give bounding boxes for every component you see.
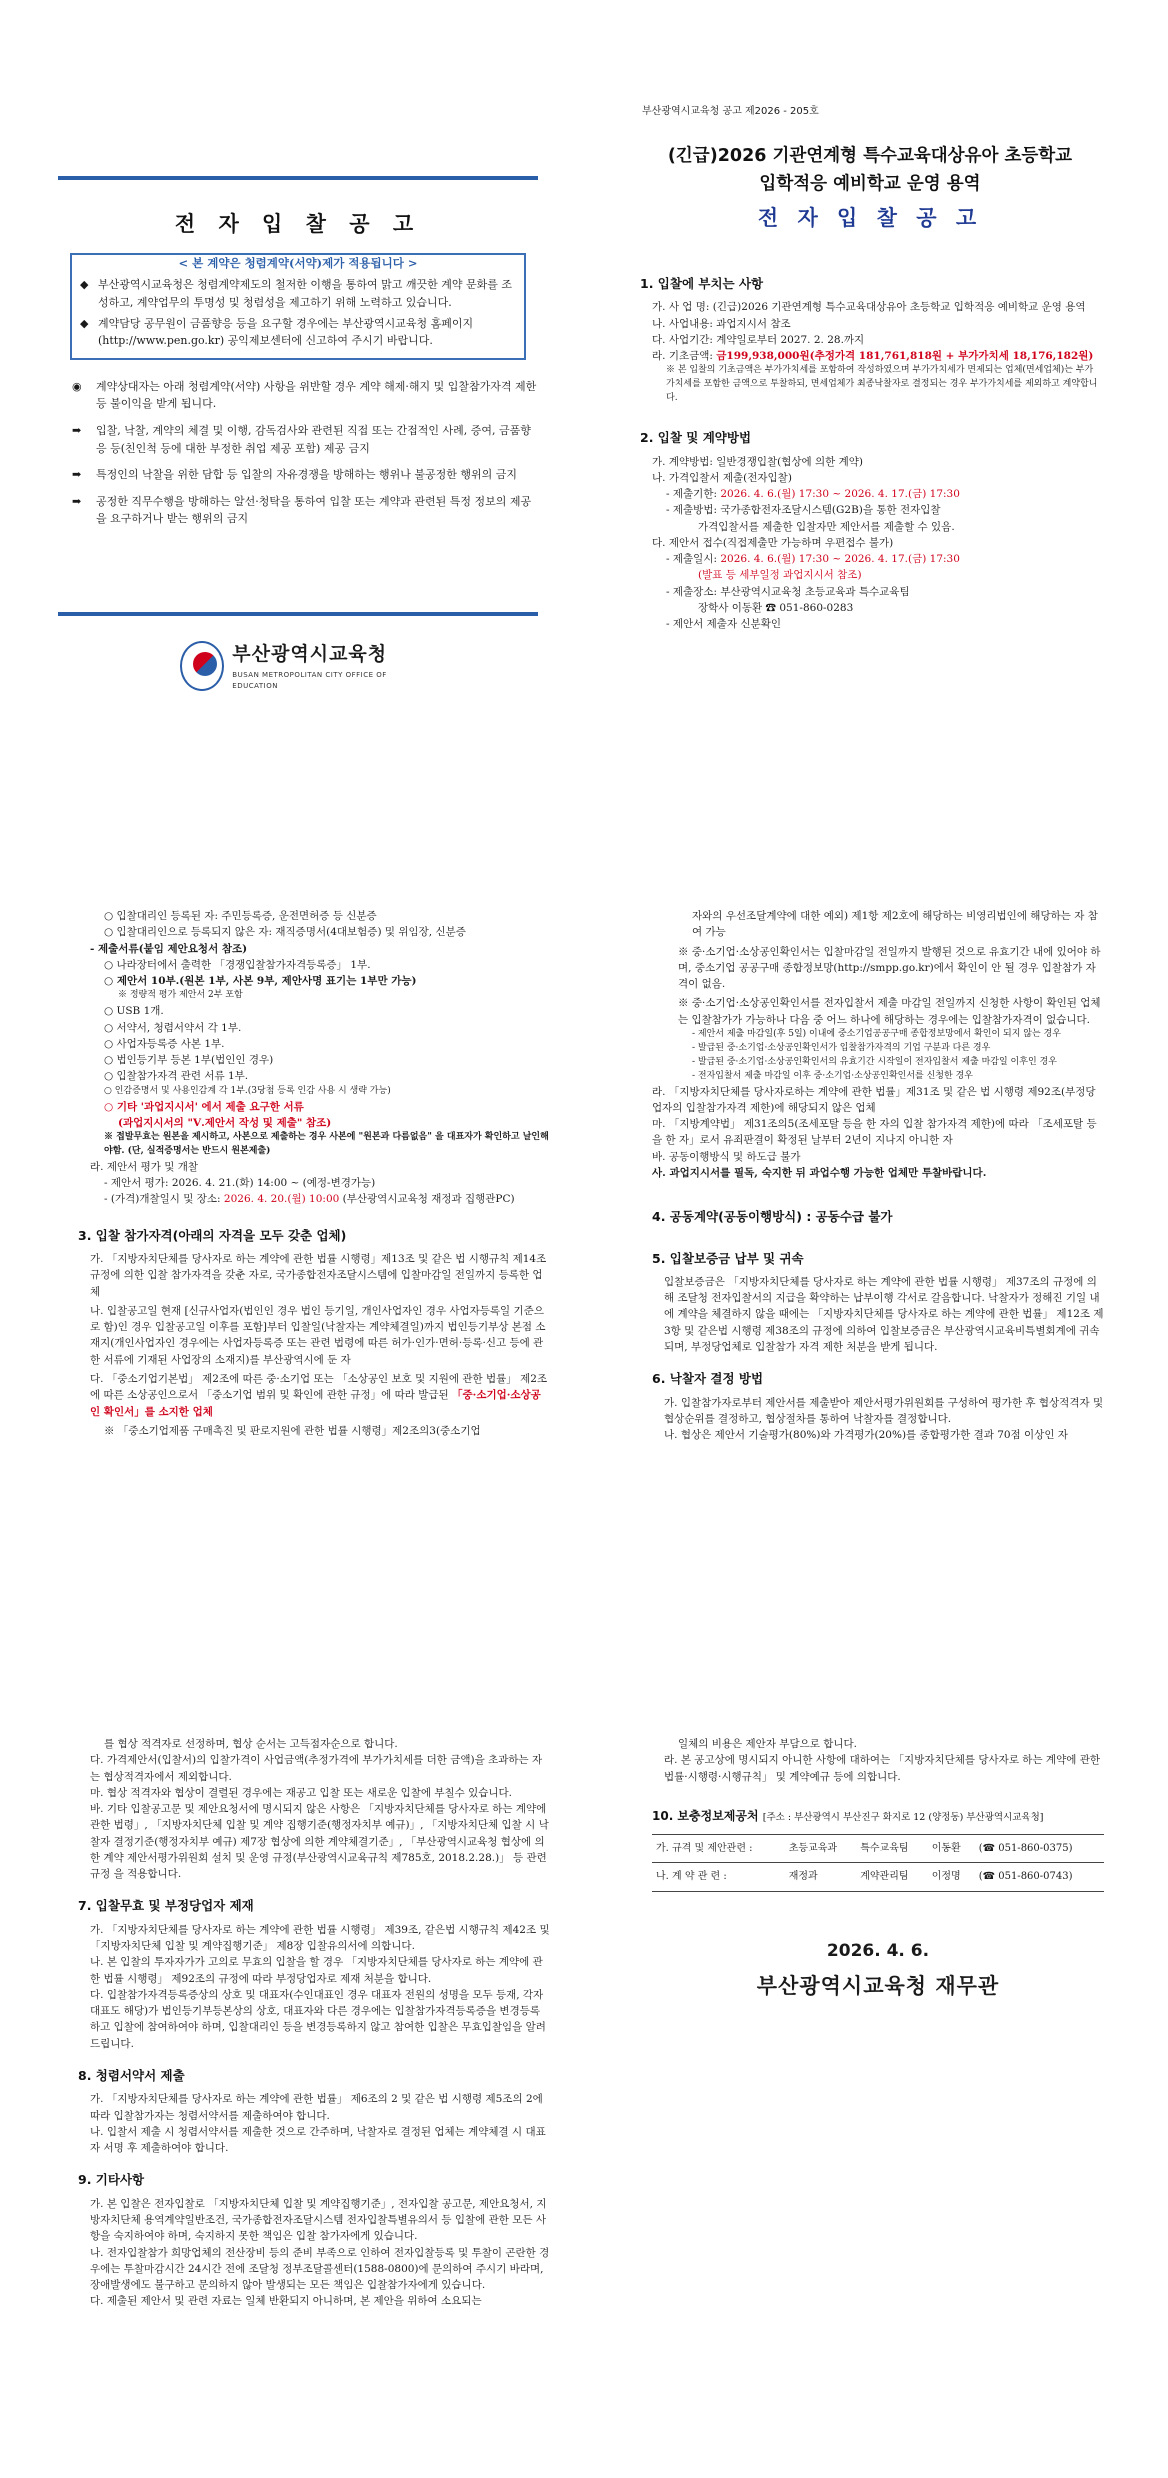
pledge-item: ➡ 특정인의 낙찰을 위한 담합 등 입찰의 자유경쟁을 방해하는 행위나 불공정한 행위의 금지	[58, 466, 538, 484]
section-title: 2. 입찰 및 계약방법	[640, 430, 752, 446]
pledge-item: ➡ 공정한 직무수행을 방해하는 알선·청탁을 통하여 입찰 또는 계약과 관련된 특정 정보의 제공을 요구하거나 받는 행위의 금지	[58, 493, 538, 528]
integrity-box-title: < 본 계약은 청렴계약(서약)제가 적용됩니다 >	[80, 255, 516, 273]
section-title: 7. 입찰무효 및 부정당업자 제재	[78, 1898, 254, 1914]
announcement-date: 2026. 4. 6.	[826, 1940, 930, 1961]
section-title: 1. 입찰에 부치는 사항	[640, 276, 764, 291]
pledge-item: ➡ 입찰, 낙찰, 계약의 체결 및 이행, 감독검사와 관련된 직접 또는 간접적인 사례, 증여, 금품향응 등(친인척 등에 대한 부정한 취업 제공 포함) 제공 금지	[58, 422, 538, 457]
bottom-right-column: 일체의 비용은 제안자 부담으로 합니다. 라. 본 공고상에 명시되지 아니한 사항에 대하여는 「지방자치단체를 당사자로 하는 계약에 관한 법률·시행령·시행규칙」 및 계약예규 등에 의합니다. 10. 보충정보제공처 [주소 : 부산광역시 부산진구 화지로 12 (양정동) 부산광역시교육청] 가. 규격 및 제안관련 : 초등교육과 특수교육팀 이동환 (☎ 051-860-0375) 나. 계 약 관 련 : 재정과 계약관리팀 이정명 (☎ 051-860-0743) 2026. 4. 6. 부산광역시교육청 재무관	[652, 1736, 1104, 2002]
section-title: 8. 청렴서약서 제출	[78, 2067, 185, 2083]
section-title: 10. 보충정보제공처 [주소 : 부산광역시 부산진구 화지로 12 (양정동) 부산광역시교육청]	[652, 1808, 1044, 1823]
sections-1-2: 1. 입찰에 부치는 사항 가. 사 업 명: (긴급)2026 기관연계형 특수교육대상유아 초등학교 입학적응 예비학교 운영 용역 나. 사업내용: 과업지시서 참조 다. 사업기간: 계약일로부터 2027. 2. 28.까지 라. 기초금액: 금199,938,000원(추정가격 181,761,818원 + 부가가치세 18,176,182원) ※ 본 입찰의 기초금액은 부가가치세를 포함하여 작성하였으며 부가가치세가 면제되는 업체(면세업체)는 부가가치세를 포함한 금액으로 투찰하되, 면세업체가 최종낙찰자로 결정되는 경우 부가가치세를 제외하고 계약합니다. 2. 입찰 및 계약방법 가. 계약방법: 일반경쟁입찰(협상에 의한 계약) 나. 가격입찰서 제출(전자입찰) - 제출기한: 2026. 4. 6.(월) 17:30 ~ 2026. 4. 17.(금) 17:30 - 제출방법: 국가종합전자조달시스템(G2B)을 통한 전자입찰 가격입찰서를 제출한 입찰자만 제안서를 제출할 수 있음. 다. 제안서 접수(직접제출만 가능하며 우편접수 불가) - 제출일시: 2026. 4. 6.(월) 17:30 ~ 2026. 4. 17.(금) 17:30 (발표 등 세부일정 과업지시서 참조) - 제출장소: 부산광역시교육청 초등교육과 특수교육팀 장학사 이동환 ☎ 051-860-0283 - 제안서 제출자 신분확인	[640, 262, 1100, 633]
logo-english-name: BUSAN METROPOLITAN CITY OFFICE OF EDUCATION	[232, 670, 387, 690]
arrow-right-icon: ➡	[72, 494, 82, 508]
integrity-contract-box	[70, 253, 526, 360]
announcement-title: (긴급)2026 기관연계형 특수교육대상유아 초등학교 입학적응 예비학교 운영 용역 전 자 입 찰 공 고	[640, 142, 1100, 236]
emblem-icon	[180, 641, 224, 691]
diamond-bullet-icon: ◆	[80, 278, 89, 292]
logo-korean-name: 부산광역시교육청	[232, 643, 388, 666]
section-title: 4. 공동계약(공동이행방식) : 공동수급 불가	[652, 1209, 893, 1225]
notice-title: 전 자 입 찰 공 고	[174, 212, 422, 236]
section-title: 5. 입찰보증금 납부 및 귀속	[652, 1250, 804, 1266]
arrow-right-icon: ➡	[72, 423, 82, 437]
section-title: 9. 기타사항	[78, 2172, 145, 2188]
table-row: 나. 계 약 관 련 : 재정과 계약관리팀 이정명 (☎ 051-860-0743)	[652, 1863, 1104, 1892]
issuing-authority: 부산광역시교육청 재무관	[756, 1973, 1000, 1998]
card-bottom-divider	[58, 612, 538, 616]
diamond-item: ◆ 계약담당 공무원이 금품향응 등을 요구할 경우에는 부산광역시교육청 홈페이지(http://www.pen.go.kr) 공익제보센터에 신고하여 주시기 바랍니다.	[80, 315, 516, 350]
diamond-item: ◆ 부산광역시교육청은 청렴계약제도의 철저한 이행을 통하여 맑고 깨끗한 계약 문화를 조성하고, 계약업무의 투명성 및 청렴성을 제고하기 위해 노력하고 있습니다.	[80, 276, 516, 311]
announcement-subtitle: 전 자 입 찰 공 고	[757, 206, 983, 230]
contact-table	[652, 1834, 1104, 1892]
arrow-right-icon: ➡	[72, 468, 82, 482]
diamond-bullet-icon: ◆	[80, 316, 89, 330]
table-row: 가. 규격 및 제안관련 : 초등교육과 특수교육팀 이동환 (☎ 051-860-0375)	[652, 1834, 1104, 1863]
notice-card	[58, 176, 538, 616]
pledge-intro: ◉ 계약상대자는 아래 청렴계약(서약) 사항을 위반할 경우 계약 해제·해지 및 입찰참가자격 제한 등 불이익을 받게 됩니다.	[58, 378, 538, 413]
section-title: 6. 낙찰자 결정 방법	[652, 1371, 764, 1387]
middle-left-column: ○ 입찰대리인 등록된 자: 주민등록증, 운전면허증 등 신분증 ○ 입찰대리인으로 등록되지 않은 자: 재직증명서(4대보험증) 및 위임장, 신분증 - 제출서류(붙임 제안요청서 참조) ○ 나라장터에서 출력한 「경쟁입찰참가자격등록증」 1부. ○ 제안서 10부.(원본 1부, 사본 9부, 제안사명 표기는 1부만 가능) ※ 정량적 평가 제안서 2부 포함 ○ USB 1개. ○ 서약서, 청렴서약서 각 1부. ○ 사업자등록증 사본 1부. ○ 법인등기부 등본 1부(법인인 경우) ○ 입찰참가자격 관련 서류 1부. ○ 인감증명서 및 사용인감계 각 1부.(3당첨 등록 인감 사용 시 생략 가능) ○ 기타 '과업지시서' 에서 제출 요구한 서류 (과업지시서의 "Ⅴ.제안서 작성 및 제출" 참조) ※ 접발무효는 원본을 제시하고, 사본으로 제출하는 경우 사본에 "원본과 다름없음" 을 대표자가 확인하고 날인해야함. (단, 실적증명서는 반드시 원본제출) 라. 제안서 평가 및 개찰 - 제안서 평가: 2026. 4. 21.(화) 14:00 ~ (예정-변경가능) - (가격)개찰일시 및 장소: 2026. 4. 20.(월) 10:00 (부산광역시교육청 재정과 집행관PC) 3. 입찰 참가자격(아래의 자격을 모두 갖춘 업체) 가. 「지방자치단체를 당사자로 하는 계약에 관한 법률 시행령」제13조 및 같은 법 시행규칙 제14조 규정에 의한 입찰 참가자격을 갖춘 자로, 국가종합전자조달시스템에 입찰마감일 전일까지 등록한 업체 나. 입찰공고일 현재 [신규사업자(법인인 경우 법인 등기일, 개인사업자인 경우 사업자등록일 기준으로 함)인 경우 입찰공고일 이후를 포함]부터 입찰일(낙찰자는 계약체결일)까지 법인등기부상 본점 소재지(개인사업자인 경우에는 사업자등록증 또는 관련 법령에 따른 허가·인가·면허·등록·신고 등에 관한 서류에 기재된 사업장의 소재지)를 부산광역시에 둔 자 다. 「중소기업기본법」 제2조에 따른 중·소기업 또는 「소상공인 보호 및 지원에 관한 법률」 제2조에 따른 소상공인으로서 「중소기업 범위 및 확인에 관한 규정」에 따라 발급된 「중·소기업·소상공인 확인서」를 소지한 업체 ※ 「중소기업제품 구매촉진 및 판로지원에 관한 법률 시행령」제2조의3(중소기업	[78, 910, 549, 1437]
section-title: 3. 입찰 참가자격(아래의 자격을 모두 갖춘 업체)	[78, 1227, 347, 1243]
middle-right-column: 자와의 우선조달계약에 대한 예외) 제1항 제2호에 해당하는 비영리법인에 해당하는 자 참여 가능 ※ 중·소기업·소상공인확인서는 입찰마감일 전일까지 발행된 것으로 유효기간 내에 있어야 하며, 중소기업 공공구매 종합정보망(http://smpp.go.kr)에서 확인이 안 될 경우 입찰참가 자격이 없음. ※ 중·소기업·소상공인확인서를 전자입찰서 제출 마감일 전일까지 신청한 사항이 확인된 업체는 입찰참가가 가능하나 다음 중 어느 하나에 해당하는 경우에는 입찰참가자격이 없습니다. - 제안서 제출 마감일(후 5일) 이내에 중소기업공공구매 종합정보망에서 확인이 되지 않는 경우 - 발급된 중·소기업·소상공인확인서가 입찰참가자격의 기업 구분과 다른 경우 - 발급된 중·소기업·소상공인확인서의 유효기간 시작일이 전자입찰서 제출 마감일 이후인 경우 - 전자입찰서 제출 마감일 이후 중·소기업·소상공인확인서를 신청한 경우 라. 「지방자치단체를 당사자로하는 계약에 관한 법률」제31조 및 같은 법 시행령 제92조(부정당업자의 입찰참가자격 제한)에 해당되지 않은 업체 마. 「지방계약법」 제31조의5(조세포탈 등을 한 자의 입찰 참가자격 제한)에 따라 「조세포탈 등을 한 자」로서 유죄판결이 확정된 날부터 2년이 지나지 아니한 자 바. 공동이행방식 및 하도급 불가 사. 과업지시서를 필독, 숙지한 뒤 과업수행 가능한 업체만 투찰바랍니다. 4. 공동계약(공동이행방식) : 공동수급 불가 5. 입찰보증금 납부 및 귀속 입찰보증금은 「지방자치단체를 당사자로 하는 계약에 관한 법률 시행령」 제37조의 규정에 의해 조달청 전자입찰서의 지급을 확약하는 납부이행 각서로 갈음합니다. 낙찰자가 정해진 기일 내에 계약을 체결하지 않을 때에는 「지방자치단체를 당사자로 하는 계약에 관한 법률」 제12조 제3항 및 같은법 시행령 제38조의 규정에 의하여 입찰보증금은 부산광역시교육비특별회계에 귀속되며, 부정당업체로 입찰참가 자격 제한 처분을 받게 됩니다. 6. 낙찰자 결정 방법 가. 입찰참가자로부터 제안서를 제출받아 제안서평가위원회를 구성하여 평가한 후 협상적격자 및 협상순위를 결정하고, 협상절차를 통하여 낙찰자를 결정합니다. 나. 협상은 제안서 기술평가(80%)와 가격평가(20%)를 종합평가한 결과 70점 이상인 자	[652, 910, 1104, 1442]
bottom-left-column: 를 협상 적격자로 선정하며, 협상 순서는 고득점자순으로 합니다. 다. 가격제안서(입찰서)의 입찰가격이 사업금액(추정가격에 부가가치세를 더한 금액)을 초과하는 자는 협상적격자에서 제외합니다. 마. 협상 적격자와 협상이 결렬된 경우에는 재공고 입찰 또는 새로운 입찰에 부칠수 있습니다. 바. 기타 입찰공고문 및 제안요청서에 명시되지 않은 사항은 「지방자치단체를 당사자로 하는 계약에 관한 법령」, 「지방자치단체 입찰 및 계약 집행기준(행정자치부 예규)」, 「지방자치단체 입찰 시 낙찰자 결정기준(행정자치부 예규) 제7장 협상에 의한 계약체결기준」, 「부산광역시교육청 협상에 의한 계약 제안서평가위원회 설치 및 운영 규정(부산광역시교육규칙 제785호, 2018.2.28.)」 등 관련규정 을 적용합니다. 7. 입찰무효 및 부정당업자 제재 가. 「지방자치단체를 당사자로 하는 계약에 관한 법률 시행령」 제39조, 같은법 시행규칙 제42조 및 「지방자치단체 입찰 및 계약집행기준」 제8장 입찰유의서에 의합니다. 나. 본 입찰의 투자자가가 고의로 무효의 입찰을 할 경우 「지방자치단체를 당사자로 하는 계약에 관한 법률 시행령」 제92조의 규정에 따라 부정당업자로 제재 처분을 합니다. 다. 입찰참가자격등록증상의 상호 및 대표자(수인대표인 경우 대표자 전원의 성명을 모두 등재, 각자 대표도 해당)가 법인등기부등본상의 상호, 대표자와 다른 경우에는 입찰참가자격등록증을 변경등록하고 입찰에 참여하여야 하며, 입찰대리인 등을 변경등록하지 않고 참여한 입찰은 무효입찰임을 알려드립니다. 8. 청렴서약서 제출 가. 「지방자치단체를 당사자로 하는 계약에 관한 법률」 제6조의 2 및 같은 법 시행령 제5조의 2에 따라 입찰참가자는 청렴서약서를 제출하여야 합니다. 나. 입찰서 제출 시 청렴서약서를 제출한 것으로 간주하며, 낙찰자로 결정된 업체는 계약체결 시 대표자 서명 후 제출하여야 합니다. 9. 기타사항 가. 본 입찰은 전자입찰로 「지방자치단체 입찰 및 계약집행기준」, 전자입찰 공고문, 제안요청서, 지방자치단체 용역계약일반조건, 국가종합전자조달시스템 전자입찰특별유의서 등 입찰에 관한 모든 사항을 숙지하여야 하며, 숙지하지 못한 책임은 입찰 참가자에게 있습니다. 나. 전자입찰참가 희망업체의 전산장비 등의 준비 부족으로 인하여 전자입찰등록 및 투찰이 곤란한 경우에는 투찰마감시간 24시간 전에 조달청 정부조달콜센터(1588-0800)에 문의하여 주시기 바라며, 장애발생에도 불구하고 문의하지 않아 발생되는 모든 책임은 입찰참가자에게 있습니다. 다. 제출된 제안서 및 관련 자료는 일체 반환되지 아니하며, 본 제안을 위하여 소요되는	[78, 1738, 550, 2308]
circle-bullet-icon: ◉	[72, 379, 82, 393]
busan-education-logo	[180, 638, 410, 694]
announcement-number: 부산광역시교육청 공고 제2026 - 205호	[642, 106, 819, 117]
